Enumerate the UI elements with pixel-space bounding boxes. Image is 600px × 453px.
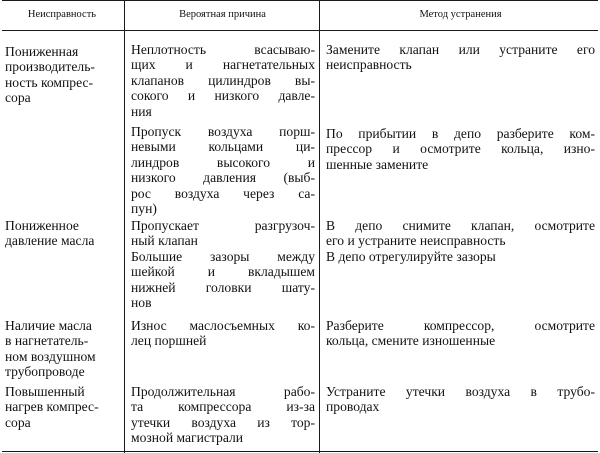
text-line: проводах <box>326 399 380 415</box>
row-1-fault <box>5 44 95 106</box>
header-bottom-rule <box>2 30 598 31</box>
text-line: низкого давления (выб- <box>131 170 315 186</box>
row-2-cause-2 <box>131 249 315 311</box>
text-line: Замените клапан или устраните его <box>326 42 595 57</box>
text-line: линдров высокого и <box>131 154 315 170</box>
row-1-remedy-2 <box>326 126 595 172</box>
text-line: мозной магистрали <box>131 430 244 446</box>
text-line: Разберите компрессор, осмотрите <box>326 318 595 333</box>
row-4-fault <box>5 384 99 430</box>
text-line: сора <box>5 90 31 106</box>
text-line: Устраните утечки воздуха в трубо- <box>326 384 595 399</box>
text-line: ность компрес- <box>5 74 94 90</box>
text-line: клапанов цилиндров вы- <box>131 72 315 88</box>
text-line: в нагнетатель- <box>5 333 89 349</box>
row-1-remedy-1 <box>326 42 595 73</box>
text-line: производитель- <box>5 59 95 75</box>
text-line: По прибытии в депо разберите ком- <box>326 126 595 141</box>
header-fault: Неисправность <box>27 9 97 20</box>
row-2-remedy-2 <box>326 249 595 264</box>
text-line: Пропуск воздуха порш- <box>131 124 315 139</box>
text-line: Пониженная <box>5 44 79 59</box>
text-line: неисправность <box>326 57 412 73</box>
text-line: трубопроводе <box>5 364 85 380</box>
row-4-remedy-1 <box>326 384 595 415</box>
text-line: прессор и осмотрите кольца, изно- <box>326 141 595 157</box>
text-line: рос воздуха через са- <box>131 185 315 201</box>
text-line: его и устраните неисправность <box>326 233 506 249</box>
row-4-cause-1 <box>131 384 315 446</box>
row-3-cause-1 <box>131 318 315 349</box>
row-2-fault <box>5 218 94 249</box>
text-line: Продолжительная рабо- <box>131 384 315 399</box>
text-line: пун) <box>131 200 157 216</box>
text-line: невыми кольцами ци- <box>131 139 315 155</box>
row-2-cause-1 <box>131 218 315 249</box>
text-line: Повышенный <box>5 384 85 399</box>
text-line: Износ маслосъемных ко- <box>131 318 315 333</box>
text-line: В депо отрегулируйте зазоры <box>326 249 496 264</box>
table-top-rule <box>2 0 598 1</box>
text-line: Пониженное <box>5 218 79 233</box>
text-line: щих и нагнетательных <box>131 57 315 73</box>
text-line: нижней головки шату- <box>131 279 315 295</box>
row-3-remedy-1 <box>326 318 595 349</box>
text-line: В депо снимите клапан, осмотрите <box>326 218 595 233</box>
text-line: Пропускает разгрузоч- <box>131 218 315 233</box>
row-1-cause-1 <box>131 42 315 119</box>
text-line: кольца, смените изношенные <box>326 333 496 349</box>
text-line: Большие зазоры между <box>131 249 315 264</box>
text-line: шейкой и вкладышем <box>131 264 315 280</box>
text-line: нов <box>131 295 152 311</box>
row-3-fault <box>5 318 96 380</box>
column-divider-2 <box>319 0 320 453</box>
text-line: давление масла <box>5 233 95 249</box>
text-line: утечки воздуха из тор- <box>131 414 315 430</box>
header-cause: Вероятная причина <box>179 9 266 20</box>
column-divider-1 <box>124 0 125 453</box>
text-line: Наличие масла <box>5 318 92 333</box>
text-line: ния <box>131 103 152 119</box>
text-line: та компрессора из-за <box>131 399 315 415</box>
text-line: шенные замените <box>326 156 429 172</box>
text-line: лец поршней <box>131 333 207 349</box>
row-2-remedy-1 <box>326 218 595 249</box>
row-1-cause-2 <box>131 124 315 216</box>
text-line: нагрев компрес- <box>5 399 99 415</box>
text-line: сора <box>5 414 31 430</box>
text-line: ный клапан <box>131 233 198 249</box>
table-bottom-rule <box>2 451 598 452</box>
text-line: Неплотность всасываю- <box>131 42 315 57</box>
text-line: сокого и низкого давле- <box>131 88 315 104</box>
text-line: ном воздушном <box>5 348 96 364</box>
header-remedy: Метод устранения <box>419 9 502 20</box>
